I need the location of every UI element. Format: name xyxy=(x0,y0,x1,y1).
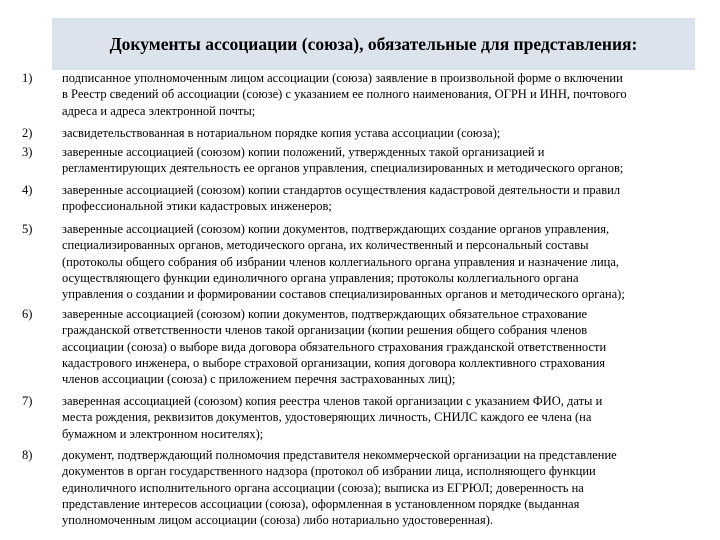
item-text xyxy=(62,306,712,387)
item-line: представление интересов ассоциации (союза), оформленная в установленном порядке (выданная xyxy=(62,496,580,511)
item-line: документ, подтверждающий полномочия представителя некоммерческой организации на представление xyxy=(62,448,617,462)
item-number: 8) xyxy=(22,448,33,462)
item-line: подписанное уполномоченным лицом ассоциации (союза) заявление в произвольной форме о включении xyxy=(62,71,623,85)
item-line: (протоколы общего собрания об избрании членов коллегиального органа управления и назначение лица, xyxy=(62,254,620,269)
item-line: документов в орган государственного надзора (протокол об избрании лица, исполняющего функции xyxy=(62,464,596,479)
item-line: осуществляющего функции единоличного органа управления; протоколы коллегиального органа xyxy=(62,270,579,285)
item-line: членов ассоциации (союза) с приложением перечня застрахованных лиц); xyxy=(62,372,456,387)
item-text xyxy=(62,70,712,119)
item-line: профессиональной этики кадастровых инженеров; xyxy=(62,199,332,214)
item-number: 7) xyxy=(22,394,33,408)
item-line: гражданской ответственности членов такой организации (копии решения общего собрания членов xyxy=(62,323,588,338)
title-bar xyxy=(52,18,695,70)
item-line: места рождения, реквизитов документов, удостоверяющих личность, СНИЛС каждого ее члена (на xyxy=(62,410,592,425)
item-number: 6) xyxy=(22,307,33,321)
item-line: уполномоченным лицом ассоциации (союза) либо нотариально удостоверенная). xyxy=(62,513,494,528)
item-number: 4) xyxy=(22,183,33,197)
item-line: адреса и адреса электронной почты; xyxy=(62,103,256,118)
item-line: заверенная ассоциацией (союзом) копия реестра членов такой организации с указанием ФИО, даты и xyxy=(62,394,603,408)
item-line: заверенные ассоциацией (союзом) копии стандартов осуществления кадастровой деятельности и правил xyxy=(62,183,621,197)
page-title: Документы ассоциации (союза), обязательные для представления: xyxy=(109,33,638,54)
item-text xyxy=(62,393,712,442)
item-number: 2) xyxy=(22,126,33,140)
item-line: управления о создании и формировании составов специализированных органов и методического органа); xyxy=(62,287,625,302)
item-line: заверенные ассоциацией (союзом) копии документов, подтверждающих обязательное страхование xyxy=(62,307,588,321)
item-line: кадастрового инженера, о выборе страховой организации, копия договора коллективного страхования xyxy=(62,355,606,370)
item-number: 1) xyxy=(22,71,33,85)
item-number: 3) xyxy=(22,145,33,159)
item-line: специализированных органов, методического органа, их количественный и персональный составы xyxy=(62,238,589,253)
item-line: заверенные ассоциацией (союзом) копии положений, утвержденных такой организацией и xyxy=(62,145,545,159)
item-line: единоличного исполнительного органа ассоциации (союза); выписка из ЕГРЮЛ; доверенность на xyxy=(62,480,584,495)
item-line: заверенные ассоциацией (союзом) копии документов, подтверждающих создание органов управления, xyxy=(62,222,610,236)
item-line: в Реестр сведений об ассоциации (союзе) с указанием ее полного наименования, ОГРН и ИНН, почтового xyxy=(62,87,627,102)
item-text xyxy=(62,182,712,215)
item-line: засвидетельствованная в нотариальном порядке копия устава ассоциации (союза); xyxy=(62,126,501,140)
item-text xyxy=(62,447,712,528)
item-text xyxy=(62,125,712,141)
item-line: ассоциации (союза) о выборе вида договора обязательного страхования гражданской ответственности xyxy=(62,339,607,354)
item-text xyxy=(62,144,712,177)
item-line: регламентирующих деятельность ее органов управления, специализированных и методического органов; xyxy=(62,161,624,176)
item-line: бумажном и электронном носителях); xyxy=(62,426,264,441)
item-text xyxy=(62,221,712,302)
item-number: 5) xyxy=(22,222,33,236)
